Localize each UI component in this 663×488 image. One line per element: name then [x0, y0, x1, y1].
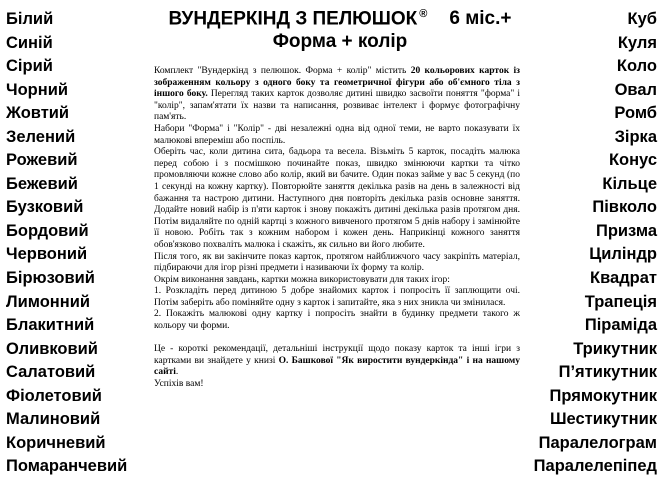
- color-item: Червоний: [6, 245, 88, 264]
- shape-item: Кільце: [602, 174, 657, 193]
- shape-item: П’ятикутник: [558, 363, 657, 382]
- game-2: 2. Покажіть малюкові одну картку і попросіть знайти в будинку предмети такого ж кольору чи форми.: [154, 309, 520, 332]
- color-item: Бежевий: [6, 174, 78, 193]
- shape-item: Піраміда: [584, 316, 657, 335]
- color-item: Жовтий: [6, 104, 70, 123]
- games-intro: Окрім виконання завдань, картки можна використовувати для таких ігор:: [154, 274, 450, 285]
- shape-item: Куб: [627, 10, 657, 28]
- closing-line: Успіхів вам!: [154, 379, 204, 390]
- color-item: Зелений: [6, 127, 76, 146]
- reinforce-paragraph: Після того, як ви закінчите показ карток, протягом найближчого часу закріпіть матеріал, підбираючи для ігор різні предмети і називаючи їх форму та колір.: [154, 251, 520, 274]
- shape-item: Ромб: [614, 104, 657, 123]
- color-item: Чорний: [6, 80, 69, 99]
- color-item: Білий: [6, 10, 54, 28]
- page-subtitle: Форма + колір: [272, 31, 408, 53]
- color-item: Бордовий: [6, 221, 89, 240]
- shape-list: [507, 8, 657, 479]
- color-item: Синій: [6, 33, 53, 52]
- registered-mark: ®: [419, 8, 428, 20]
- color-item: Лимонний: [6, 292, 91, 311]
- shape-item: Паралелепіпед: [533, 457, 657, 476]
- page-title: ВУНДЕРКІНД З ПЕЛЮШОК: [168, 8, 418, 30]
- shape-item: Прямокутник: [549, 386, 657, 405]
- method-paragraph: Оберіть час, коли дитина сита, бадьора та весела. Візьміть 5 карток, посадіть малюка перед собою і з посмішкою починайте показ, швидко змінюючи картки та чітко промовляючи кожне слово або колір, який ви бачите. Один показ займе у вас 5 секунд (по 1 секунді на кожну картку). Повторюйте заняття декілька разів на день в залежності від бажання та настрою дитини. Наступного дня повторіть декілька разів основне заняття. Додайте новий набір із п'яти карток і знову покажіть дитині декілька разів протягом дня. Потім видаляйте по одній картці з кожного вивченого протягом 5 днів набору і замінюйте її новою. Робіть так з кожним набором і кожен день. Наприкінці кожного заняття обов'язково похваліть малюка і скажіть, як сильно ви його любите.: [154, 147, 520, 250]
- color-item: Коричневий: [6, 433, 106, 452]
- intro-paragraph: Комплект "Вундеркінд з пелюшок. Форма + колір" містить 20 кольорових карток із зображенням кольору з одного боку та геометричної фігури або об'ємного тіла з іншого боку. Перегляд таких карток дозволяє дитині швидко засвоїти поняття "форма" і "колір", запам'ятати їх назви та написання, розвиває інтелект і формує фотографічну пам'ять.: [154, 66, 520, 123]
- title-line: [150, 2, 530, 31]
- header: [150, 2, 530, 53]
- color-item: Оливковий: [6, 339, 98, 358]
- instructions-text: [154, 66, 520, 391]
- color-item: Блакитний: [6, 316, 95, 335]
- game-1: 1. Розкладіть перед дитиною 5 добре знайомих карток і попросіть її заплющити очі. Потім заберіть або поміняйте одну з карток і запитайте, яка з них зникла чи змінилася.: [154, 286, 520, 308]
- color-item: Помаранчевий: [6, 457, 128, 476]
- sets-paragraph: Набори "Форма" і "Колір" - дві незалежні одна від одної теми, не варто показувати їх малюкові впереміш або поспіль.: [154, 123, 520, 146]
- color-item: Салатовий: [6, 363, 96, 382]
- shape-item: Призма: [595, 221, 657, 240]
- color-item: Бузковий: [6, 198, 84, 217]
- color-item: Бірюзовий: [6, 269, 95, 288]
- shape-item: Коло: [616, 57, 657, 76]
- color-item: Фіолетовий: [6, 386, 102, 405]
- intro-bold-text: 20 кольорових карток із зображенням кольору з одного боку та геометричної фігури або об'ємного тіла з іншого боку.: [154, 66, 520, 100]
- shape-item: Овал: [614, 80, 657, 99]
- color-item: Сірий: [6, 57, 53, 76]
- shape-item: Трикутник: [573, 339, 657, 358]
- color-list: [6, 8, 156, 479]
- age-label: 6 міс.+: [449, 8, 512, 30]
- shape-item: Циліндр: [589, 245, 657, 264]
- color-item: Рожевий: [6, 151, 78, 170]
- shape-item: Куля: [617, 33, 657, 52]
- book-paragraph: Це - короткі рекомендації, детальніші інструкції щодо показу карток та інші ігри з картками ви знайдете у книзі О. Башкової "Як виростити вундеркінда" і на нашому сайті.: [154, 344, 520, 378]
- book-reference: О. Башкової "Як виростити вундеркінда" і на нашому сайті: [154, 355, 520, 378]
- shape-item: Трапеція: [584, 292, 657, 311]
- shape-item: Шестикутник: [549, 410, 657, 429]
- shape-item: Квадрат: [590, 269, 657, 288]
- shape-item: Півколо: [592, 198, 657, 217]
- shape-item: Паралелограм: [538, 433, 657, 452]
- shape-item: Зірка: [614, 127, 657, 146]
- shape-item: Конус: [608, 151, 657, 170]
- color-item: Малиновий: [6, 410, 101, 429]
